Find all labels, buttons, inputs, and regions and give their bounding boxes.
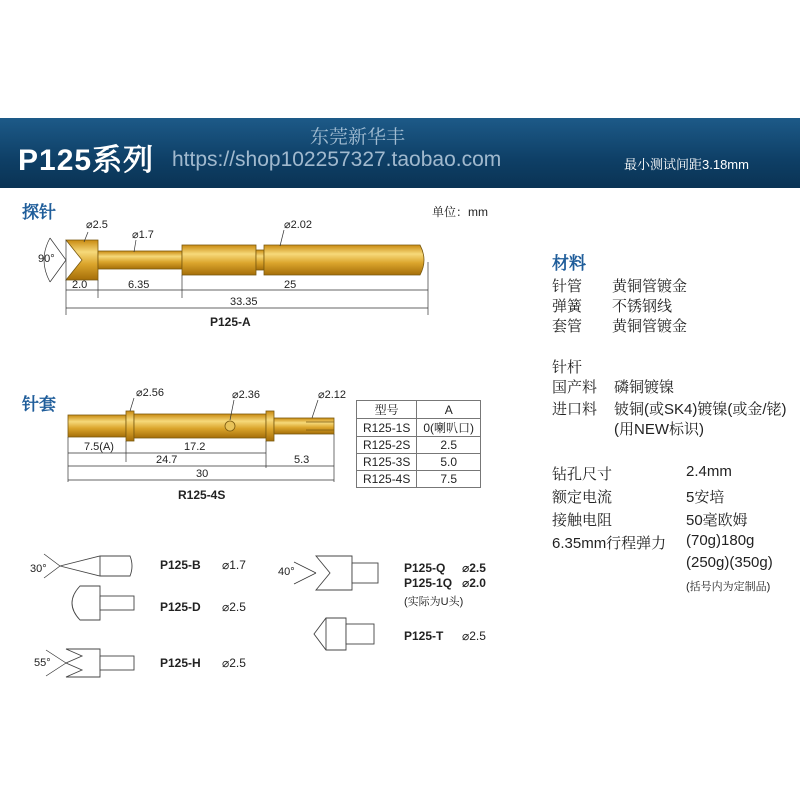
- spec-value: (70g)180g: [686, 532, 755, 549]
- unit-label: 单位：mm: [432, 205, 488, 219]
- probe-neck-length: 6.35: [128, 279, 150, 291]
- domestic-key: 国产料: [552, 379, 598, 396]
- table-cell: R125-3S: [357, 454, 417, 471]
- sleeve-d2: ⌀2.36: [232, 389, 261, 401]
- material-value: 不锈钢线: [612, 298, 673, 315]
- table-cell: 2.5: [417, 437, 481, 454]
- probe-drawing: [66, 240, 424, 280]
- spec-force-line2: (250g)(350g): [686, 554, 773, 571]
- tip-h-angle: 55°: [34, 657, 51, 669]
- sleeve-length-b: 17.2: [184, 441, 206, 453]
- sleeve-model: R125-4S: [178, 488, 226, 502]
- material-key: 弹簧: [552, 298, 583, 315]
- import-note: (用NEW标识): [614, 421, 704, 438]
- tip-q-model: P125-Q: [404, 561, 446, 575]
- tip-q-diameter: ⌀2.5: [462, 561, 486, 575]
- probe-total-length: 33.35: [230, 296, 258, 308]
- materials-heading: 材料: [552, 254, 586, 273]
- import-key: 进口料: [552, 401, 598, 418]
- tip-q-note: (实际为U头): [404, 596, 464, 608]
- table-row: [357, 437, 481, 454]
- series-title: P125系列: [18, 144, 155, 177]
- sleeve-d1: ⌀2.56: [136, 387, 165, 399]
- table-cell: R125-2S: [357, 437, 417, 454]
- material-value: 黄铜管镀金: [612, 278, 688, 295]
- probe-tail-diameter: ⌀2.02: [284, 219, 313, 231]
- watermark-shop-url: https://shop102257327.taobao.com: [172, 148, 502, 171]
- probe-model: P125-A: [210, 315, 251, 329]
- table-header: A: [417, 401, 481, 419]
- spec-key: 6.35mm行程弹力: [552, 535, 667, 552]
- table-cell: R125-4S: [357, 471, 417, 488]
- table-row: [357, 419, 481, 437]
- sleeve-heading: 针套: [22, 395, 56, 414]
- spec-value: 50毫欧姆: [686, 512, 748, 529]
- watermark-shop-name: 东莞新华丰: [310, 127, 406, 148]
- sleeve-total-length: 30: [196, 468, 209, 480]
- spec-key: 接触电阻: [552, 512, 613, 529]
- spec-force-note: (括号内为定制品): [686, 581, 771, 593]
- tip-t-diameter: ⌀2.5: [462, 629, 486, 643]
- tip-b-angle: 30°: [30, 563, 47, 575]
- sleeve-length-c: 24.7: [156, 454, 178, 466]
- sleeve-length-d: 5.3: [294, 454, 310, 466]
- tip-b-model: P125-B: [160, 558, 201, 572]
- table-row: [357, 454, 481, 471]
- table-cell: 0(喇叭口): [417, 419, 481, 437]
- tip-d-model: P125-D: [160, 600, 201, 614]
- sleeve-d3: ⌀2.12: [318, 389, 347, 401]
- spec-key: 钻孔尺寸: [552, 466, 613, 483]
- probe-head-length: 2.0: [72, 279, 88, 291]
- table-header-row: [357, 401, 481, 419]
- tip-t-model: P125-T: [404, 629, 444, 643]
- spec-value: 2.4mm: [686, 463, 732, 480]
- tip-1q-diameter: ⌀2.0: [462, 576, 486, 590]
- import-value: 铍铜(或SK4)镀镍(或金/铑): [614, 401, 787, 418]
- tip-q-angle: 40°: [278, 566, 295, 578]
- plunger-title: 针杆: [552, 359, 583, 376]
- domestic-value: 磷铜镀镍: [614, 379, 675, 396]
- sleeve-type-table: [356, 400, 481, 488]
- table-cell: 5.0: [417, 454, 481, 471]
- probe-angle: 90°: [38, 253, 55, 265]
- min-spacing-label: 最小测试间距3.18mm: [624, 157, 749, 172]
- spec-value: 5安培: [686, 489, 725, 506]
- tip-h-model: P125-H: [160, 656, 201, 670]
- sleeve-length-a: 7.5(A): [84, 441, 114, 453]
- sleeve-drawing: [68, 411, 334, 441]
- table-cell: 7.5: [417, 471, 481, 488]
- tip-b-diameter: ⌀1.7: [222, 558, 246, 572]
- tip-1q-model: P125-1Q: [404, 576, 453, 590]
- probe-head-diameter: ⌀2.5: [86, 219, 108, 231]
- table-row: [357, 471, 481, 488]
- tip-shapes: [60, 556, 378, 677]
- material-key: 套管: [552, 318, 583, 335]
- table-header: 型号: [357, 401, 417, 419]
- probe-neck-diameter: ⌀1.7: [132, 229, 154, 241]
- tip-d-diameter: ⌀2.5: [222, 600, 246, 614]
- probe-tail-length: 25: [284, 279, 297, 291]
- probe-heading: 探针: [22, 203, 56, 222]
- table-cell: R125-1S: [357, 419, 417, 437]
- spec-key: 额定电流: [552, 489, 613, 506]
- material-value: 黄铜管镀金: [612, 318, 688, 335]
- tip-h-diameter: ⌀2.5: [222, 656, 246, 670]
- material-key: 针管: [552, 278, 583, 295]
